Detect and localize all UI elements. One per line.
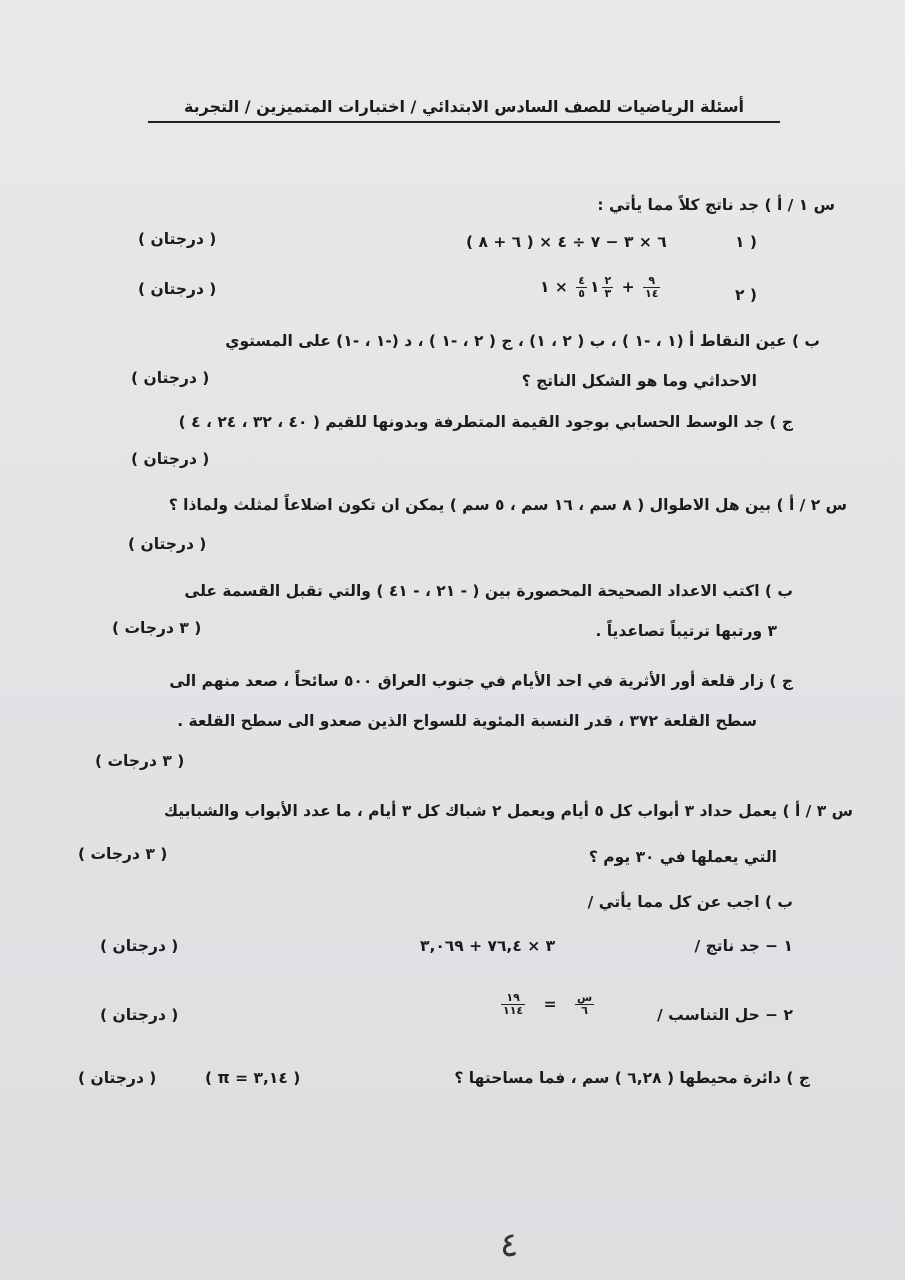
q3-a-line1: س ٣ / أ ) يعمل حداد ٣ أبواب كل ٥ أيام ويعمل ٢ شباك كل ٣ أيام ، ما عدد الأبواب والشبابيك: [163, 802, 853, 820]
page-number: ٤: [500, 1225, 519, 1265]
q1-item2-marks: ( درجتان ): [138, 280, 217, 298]
q1-b-marks: ( درجتان ): [131, 369, 210, 387]
q2-c-line1: ج ) زار قلعة أور الأثرية في احد الأيام في جنوب العراق ٥٠٠ سائحاً ، صعد منهم الى: [169, 672, 793, 690]
q1-item1-number: ١ ): [735, 233, 757, 251]
q1-item2-whole1: ١: [590, 278, 600, 296]
q3-c-line1: ج ) دائرة محيطها ( ٦,٢٨ ) سم ، فما مساحتها ؟: [454, 1069, 810, 1087]
q1-item2-frac2: $\frac{٢}{٣}$: [604, 274, 612, 300]
q1-item2-expression: ١ $\frac{٤}{٥}$ × ١ $\frac{٢}{٣}$ + $\frac{٩}{١٤}$: [540, 274, 659, 300]
q1-item1-expression: ٦ × ٣ − ٧ ÷ ٤ × ( ٦ + ٨ ): [466, 233, 667, 251]
q2-b-line2: ٣ ورتبها ترتيباً تصاعدياً .: [595, 622, 777, 640]
page-title: أسئلة الرياضيات للصف السادس الابتدائي / اختبارات المتميزين / التجربة: [148, 96, 780, 123]
q3-b1-label: ١ − جد ناتج /: [694, 937, 793, 955]
q3-c-marks: ( درجتان ): [78, 1069, 157, 1087]
q2-c-line2: سطح القلعة ٣٧٢ ، قدر النسبة المئوية للسواح الذين صعدو الى سطح القلعة .: [177, 712, 757, 730]
q3-b1-marks: ( درجتان ): [100, 937, 179, 955]
q3-b2-lhs-fraction: $\frac{\text{س}}{٦}$: [576, 991, 593, 1017]
q3-b1-expression: ٣ × ٧٦,٤ + ٣,٠٦٩: [420, 937, 556, 955]
q1-item2-whole2: ١: [540, 278, 550, 296]
q3-b2-proportion: [498, 992, 597, 1017]
q1-b-line2: الاحداثي وما هو الشكل الناتج ؟: [521, 372, 757, 390]
q1-a-intro: س ١ / أ ) جد ناتج كلاً مما يأتي :: [597, 196, 835, 214]
q3-c-pi-value: ( π = ٣,١٤ ): [205, 1069, 301, 1087]
q1-b-line1: ب ) عين النقاط أ (١ ، -١ ) ، ب ( ٢ ، ١) ، ج ( ٢ ، -١ ) ، د (-١ ، -١) على المستوي: [225, 332, 820, 350]
q1-item2-number: ٢ ): [735, 286, 757, 304]
q3-b2-equals: =: [543, 995, 557, 1013]
q2-a-marks: ( درجتان ): [128, 535, 207, 553]
q1-item2-frac3: $\frac{٩}{١٤}$: [645, 274, 659, 300]
q2-b-line1: ب ) اكتب الاعداد الصحيحة المحصورة بين ( - ٢١ ، - ٤١ ) والتي تقبل القسمة على: [184, 582, 793, 600]
q2-b-marks: ( ٣ درجات ): [112, 619, 202, 637]
q3-b2-rhs-fraction: $\frac{١٩}{١١٤}$: [503, 991, 524, 1017]
q2-c-marks: ( ٣ درجات ): [95, 752, 185, 770]
q3-b2-label: ٢ − حل التناسب /: [657, 1006, 793, 1024]
q1-item2-frac1: $\frac{٤}{٥}$: [578, 274, 585, 300]
q3-b2-marks: ( درجتان ): [100, 1006, 179, 1024]
q2-a-line1: س ٢ / أ ) بين هل الاطوال ( ٨ سم ، ١٦ سم ، ٥ سم ) يمكن ان تكون اضلاعاً لمثلث ولماذا ؟: [168, 496, 847, 514]
q3-b-intro: ب ) اجب عن كل مما يأتي /: [587, 893, 793, 911]
q1-c-line1: ج ) جد الوسط الحسابي بوجود القيمة المتطرفة وبدونها للقيم ( ٤٠ ، ٣٢ ، ٢٤ ، ٤ ): [178, 413, 793, 431]
q3-a-line2: التي يعملها في ٣٠ يوم ؟: [588, 848, 777, 866]
q1-c-marks: ( درجتان ): [131, 450, 210, 468]
q1-item1-marks: ( درجتان ): [138, 230, 217, 248]
q3-a-marks: ( ٣ درجات ): [78, 845, 168, 863]
